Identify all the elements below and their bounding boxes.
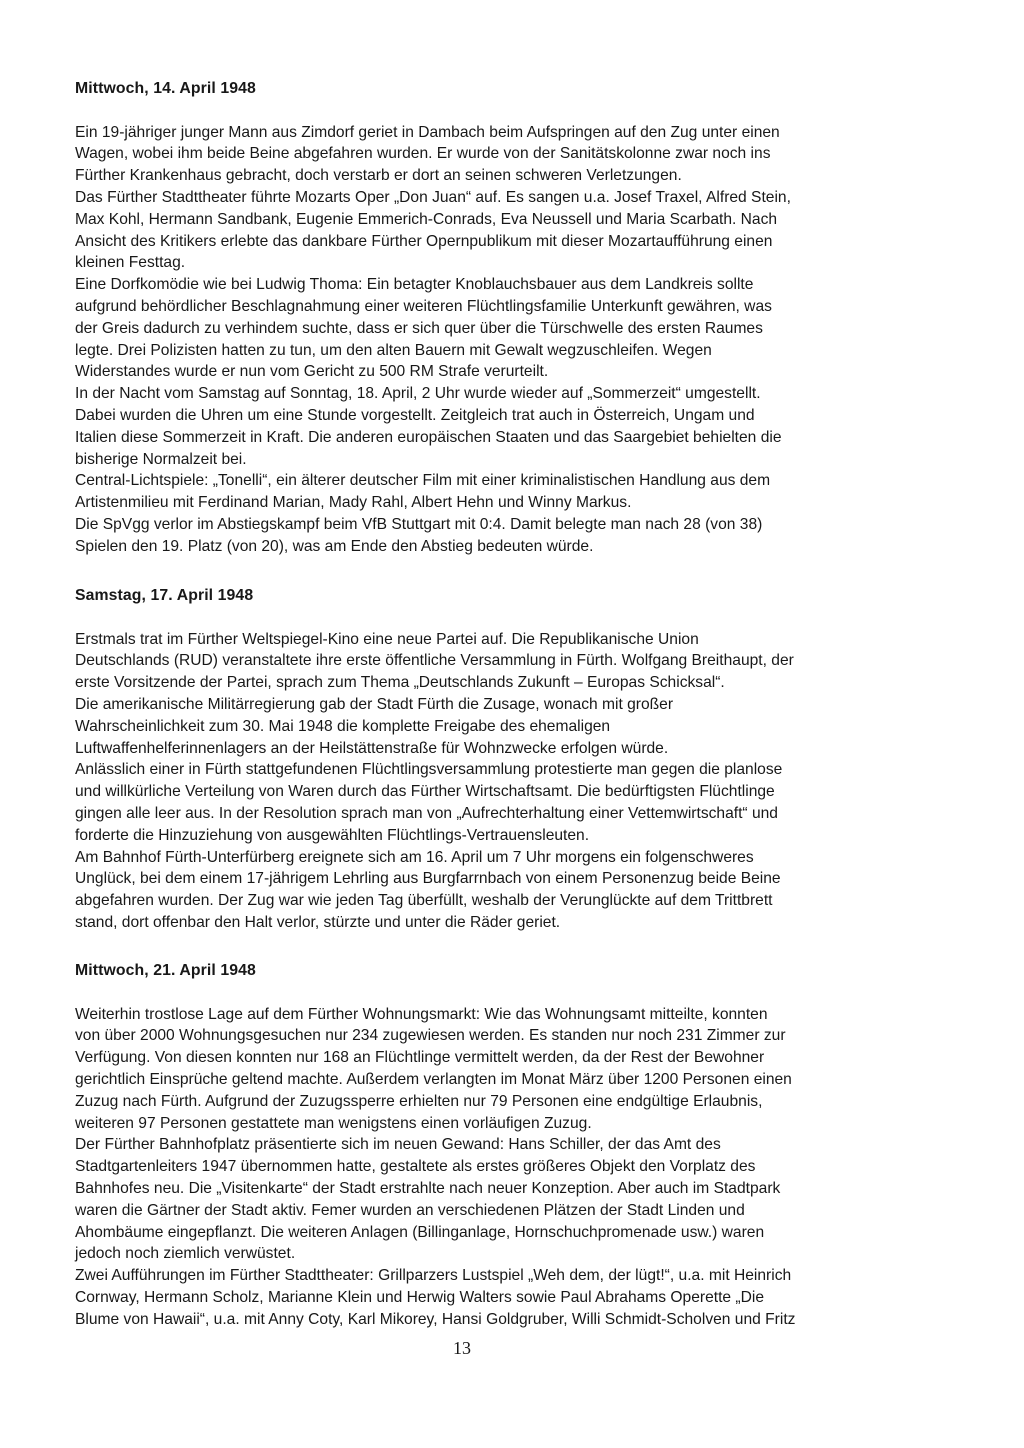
text-line: erste Vorsitzende der Partei, sprach zum Thema „Deutschlands Zukunft – Europas Schicksal“. (75, 674, 725, 692)
text-line: Luftwaffenhelferinnenlagers an der Heilstättenstraße für Wohnzwecke erfolgen würde. (75, 739, 669, 757)
text-line: stand, dort offenbar den Halt verlor, stürzte und unter die Räder geriet. (75, 913, 561, 931)
text-line: forderte die Hinzuziehung von ausgewählten Flüchtlings-Vertrauensleuten. (75, 826, 590, 844)
text-line: bisherige Normalzeit bei. (75, 450, 247, 468)
text-line: Bahnhofes neu. Die „Visitenkarte“ der Stadt erstrahlte nach neuer Konzeption. Aber auch im Stadtpark (75, 1179, 781, 1197)
text-line: Die SpVgg verlor im Abstiegskampf beim VfB Stuttgart mit 0:4. Damit belegte man nach 28 (von 38) (75, 515, 763, 533)
text-line: der Greis dadurch zu verhindem suchte, dass er sich quer über die Türschwelle des ersten Raumes (75, 319, 763, 337)
text-line: von über 2000 Wohnungsgesuchen nur 234 zugewiesen werden. Es standen nur noch 231 Zimmer zur (75, 1027, 786, 1045)
section-gap (75, 982, 970, 1004)
text-line: Artistenmilieu mit Ferdinand Marian, Mady Rahl, Albert Hehn und Winny Markus. (75, 494, 632, 512)
text-line: Ahombäume eingepflanzt. Die weiteren Anlagen (Billinganlage, Hornschuchpromenade usw.) waren (75, 1223, 765, 1241)
text-line: gingen alle leer aus. In der Resolution sprach man von „Aufrechterhaltung einer Vettemwirtschaft“ und (75, 804, 778, 822)
chronicle-section (75, 585, 970, 934)
text-line: Die amerikanische Militärregierung gab der Stadt Fürth die Zusage, wonach mit großer (75, 695, 674, 713)
text-line: Weiterhin trostlose Lage auf dem Fürther Wohnungsmarkt: Wie das Wohnungsamt mitteilte, konnten (75, 1005, 768, 1023)
text-line: Ansicht des Kritikers erlebte das dankbare Fürther Opernpublikum mit dieser Mozartaufführung einen (75, 232, 773, 250)
text-line: Eine Dorfkomödie wie bei Ludwig Thoma: Ein betagter Knoblauchsbauer aus dem Landkreis sollte (75, 276, 754, 294)
text-line: Deutschlands (RUD) veranstaltete ihre erste öffentliche Versammlung in Fürth. Wolfgang Breithaupt, der (75, 652, 794, 670)
text-line: Verfügung. Von diesen konnten nur 168 an Flüchtlinge vermittelt werden, da der Rest der Bewohner (75, 1049, 765, 1067)
section-gap (75, 100, 970, 122)
text-line: Wagen, wobei ihm beide Beine abgefahren wurden. Er wurde von der Sanitätskolonne zwar noch ins (75, 145, 771, 163)
text-line: und willkürliche Verteilung von Waren durch das Fürther Wirtschaftsamt. Die bedürftigsten Flüchtlinge (75, 783, 775, 801)
text-line: Blume von Hawaii“, u.a. mit Anny Coty, Karl Mikorey, Hansi Goldgruber, Willi Schmidt-Scholven und Fritz (75, 1310, 796, 1328)
section-heading: Mittwoch, 14. April 1948 (75, 80, 256, 97)
text-line: legte. Drei Polizisten hatten zu tun, um den alten Bauern mit Gewalt wegzuschleifen. Wegen (75, 341, 712, 359)
text-line: Central-Lichtspiele: „Tonelli“, ein älterer deutscher Film mit einer kriminalistischen Handlung aus dem (75, 472, 771, 490)
text-line: Max Kohl, Hermann Sandbank, Eugenie Emmerich-Conrads, Eva Neussell und Maria Scarbath. Nach (75, 210, 778, 228)
text-line: Fürther Krankenhaus gebracht, doch verstarb er dort an seinen schweren Verletzungen. (75, 167, 682, 185)
text-line: Widerstandes wurde er nun vom Gericht zu 500 RM Strafe verurteilt. (75, 363, 549, 381)
text-line: waren die Gärtner der Stadt aktiv. Femer wurden an verschiedenen Plätzen der Stadt Linden und (75, 1201, 745, 1219)
text-line: Das Fürther Stadttheater führte Mozarts Oper „Don Juan“ auf. Es sangen u.a. Josef Traxel, Alfred Stein, (75, 188, 791, 206)
text-line: jedoch noch ziemlich verwüstet. (75, 1245, 296, 1263)
page-number: 13 (453, 1338, 471, 1358)
section-gap (75, 607, 970, 629)
text-line: weiteren 97 Personen gestattete man wenigstens einen vorläufigen Zuzug. (75, 1114, 592, 1132)
text-line: Erstmals trat im Fürther Weltspiegel-Kino eine neue Partei auf. Die Republikanische Union (75, 630, 699, 648)
text-line: aufgrund behördlicher Beschlagnahmung einer weiteren Flüchtlingsfamilie Unterkunft gewähren, was (75, 297, 772, 315)
text-line: abgefahren wurden. Der Zug war wie jeden Tag überfüllt, weshalb der Verunglückte auf dem Trittbrett (75, 892, 773, 910)
text-line: Zwei Aufführungen im Fürther Stadttheater: Grillparzers Lustspiel „Weh dem, der lügt!“, u.a. mit Heinrich (75, 1267, 792, 1285)
text-line: In der Nacht vom Samstag auf Sonntag, 18. April, 2 Uhr wurde wieder auf „Sommerzeit“ umgestellt. (75, 385, 761, 403)
text-line: kleinen Festtag. (75, 254, 186, 272)
text-line: Zuzug nach Fürth. Aufgrund der Zuzugssperre erhielten nur 79 Personen eine endgültige Erlaubnis, (75, 1092, 763, 1110)
text-line: Am Bahnhof Fürth-Unterfürberg ereignete sich am 16. April um 7 Uhr morgens ein folgenschweres (75, 848, 754, 866)
text-line: Der Fürther Bahnhofplatz präsentierte sich im neuen Gewand: Hans Schiller, der das Amt des (75, 1136, 721, 1154)
text-line: Unglück, bei dem einem 17-jährigem Lehrling aus Burgfarrnbach von einem Personenzug beide Beine (75, 870, 781, 888)
text-line: Italien diese Sommerzeit in Kraft. Die anderen europäischen Staaten und das Saargebiet behielten die (75, 428, 782, 446)
text-line: Dabei wurden die Uhren um eine Stunde vorgestellt. Zeitgleich trat auch in Österreich, Ungam und (75, 406, 755, 424)
text-line: Anlässlich einer in Fürth stattgefundenen Flüchtlingsversammlung protestierte man gegen die planlose (75, 761, 783, 779)
text-line: Ein 19-jähriger junger Mann aus Zimdorf geriet in Dambach beim Aufspringen auf den Zug unter einen (75, 123, 780, 141)
chronicle-section (75, 960, 970, 1331)
text-line: Spielen den 19. Platz (von 20), was am Ende den Abstieg bedeuten würde. (75, 537, 594, 555)
section-heading: Samstag, 17. April 1948 (75, 587, 254, 604)
chronicle-section (75, 78, 970, 558)
text-line: Cornway, Hermann Scholz, Marianne Klein und Herwig Walters sowie Paul Abrahams Operette „Die (75, 1288, 765, 1306)
text-line: Wahrscheinlichkeit zum 30. Mai 1948 die komplette Freigabe des ehemaligen (75, 717, 611, 735)
section-heading: Mittwoch, 21. April 1948 (75, 962, 256, 979)
text-line: Stadtgartenleiters 1947 übernommen hatte, gestaltete als erstes größeres Objekt den Vorplatz des (75, 1158, 756, 1176)
text-line: gerichtlich Einsprüche geltend machte. Außerdem verlangten im Monat März über 1200 Personen einen (75, 1070, 792, 1088)
